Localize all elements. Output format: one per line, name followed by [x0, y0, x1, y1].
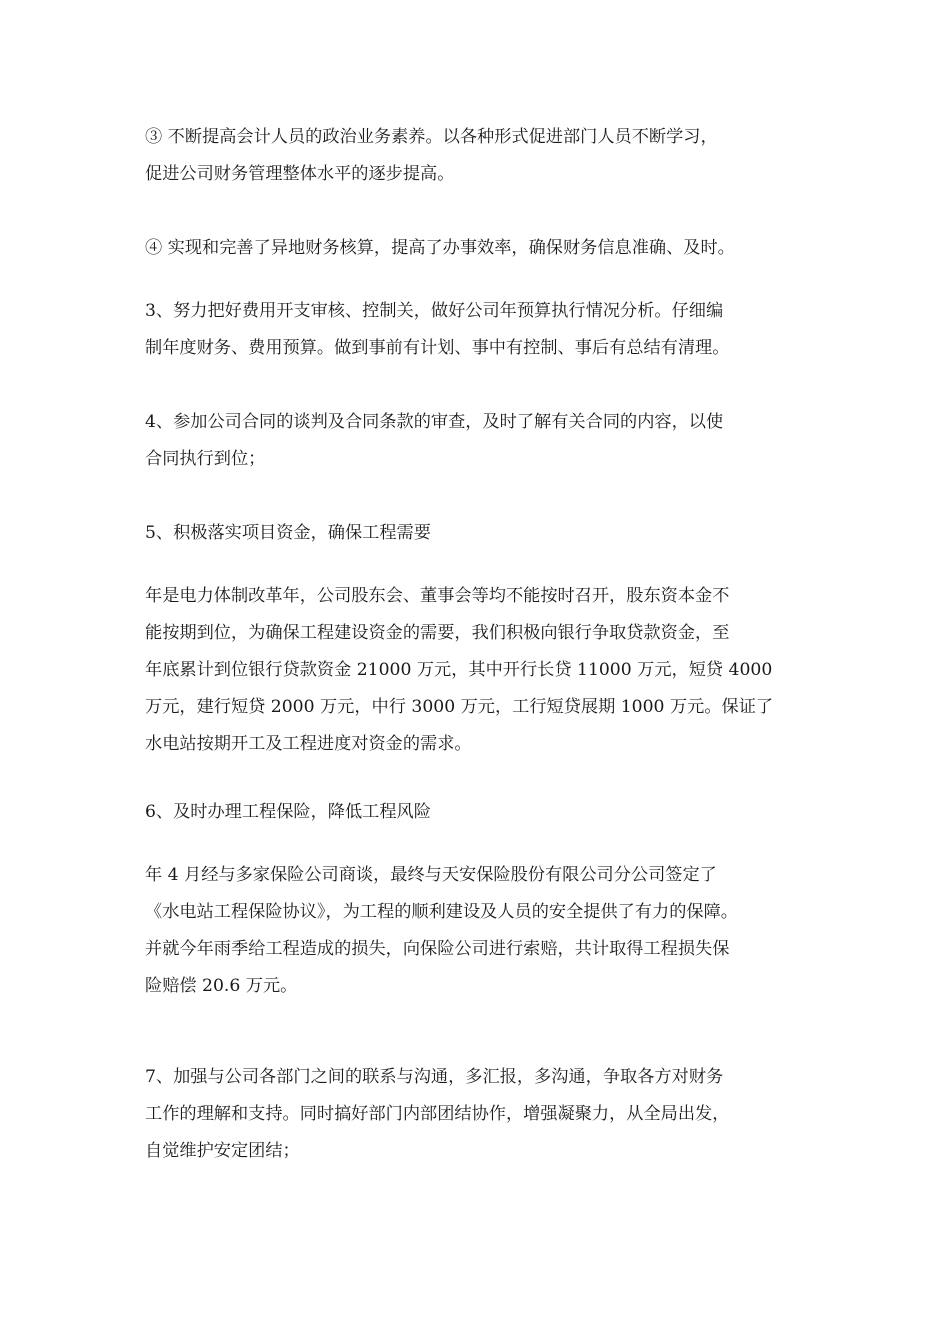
paragraph-line: 《水电站工程保险协议》，为工程的顺利建设及人员的安全提供了有力的保障。	[145, 902, 738, 922]
paragraph-line: 6、及时办理工程保险，降低工程风险	[145, 802, 431, 822]
paragraph-line: 水电站按期开工及工程进度对资金的需求。	[145, 734, 472, 754]
section-heading-5	[145, 515, 431, 552]
paragraph-line: 制年度财务、费用预算。做到事前有计划、事中有控制、事后有总结有清理。	[145, 338, 730, 358]
paragraph-line: 能按期到位，为确保工程建设资金的需要，我们积极向银行争取贷款资金，至	[145, 623, 730, 643]
paragraph-line: 4、参加公司合同的谈判及合同条款的审查，及时了解有关合同的内容，以使	[145, 412, 724, 432]
paragraph-line: 促进公司财务管理整体水平的逐步提高。	[145, 164, 455, 184]
paragraph-section-7	[145, 1059, 729, 1170]
paragraph-line: 年底累计到位银行贷款资金 21000 万元，其中开行长贷 11000 万元，短贷 4000	[145, 660, 773, 680]
paragraph-line: 5、积极落实项目资金，确保工程需要	[145, 523, 431, 543]
paragraph-section-3	[145, 293, 729, 367]
section-heading-6	[145, 794, 431, 831]
paragraph-line: 自觉维护安定团结；	[145, 1141, 300, 1161]
paragraph-line: 3、努力把好费用开支审核、控制关，做好公司年预算执行情况分析。仔细编	[145, 301, 724, 321]
paragraph-item-3	[145, 119, 718, 193]
paragraph-line: ③ 不断提高会计人员的政治业务素养。以各种形式促进部门人员不断学习，	[145, 127, 718, 147]
paragraph-line: 并就今年雨季给工程造成的损失，向保险公司进行索赔，共计取得工程损失保	[145, 939, 730, 959]
paragraph-line: 年 4 月经与多家保险公司商谈，最终与天安保险股份有限公司分公司签定了	[145, 865, 717, 885]
paragraph-section-4	[145, 404, 723, 478]
paragraph-line: 万元，建行短贷 2000 万元，中行 3000 万元，工行短贷展期 1000 万元。保证了	[145, 697, 774, 717]
paragraph-line: 险赔偿 20.6 万元。	[145, 976, 298, 996]
paragraph-line: 年是电力体制改革年，公司股东会、董事会等均不能按时召开，股东资本金不	[145, 586, 730, 606]
paragraph-funding	[145, 578, 773, 763]
paragraph-line: 7、加强与公司各部门之间的联系与沟通，多汇报，多沟通，争取各方对财务	[145, 1067, 724, 1087]
paragraph-insurance	[145, 857, 738, 1005]
paragraph-line: 工作的理解和支持。同时搞好部门内部团结协作，增强凝聚力，从全局出发，	[145, 1104, 730, 1124]
paragraph-item-4	[145, 230, 735, 267]
paragraph-line: 合同执行到位；	[145, 449, 266, 469]
paragraph-line: ④ 实现和完善了异地财务核算，提高了办事效率，确保财务信息准确、及时。	[145, 238, 735, 258]
